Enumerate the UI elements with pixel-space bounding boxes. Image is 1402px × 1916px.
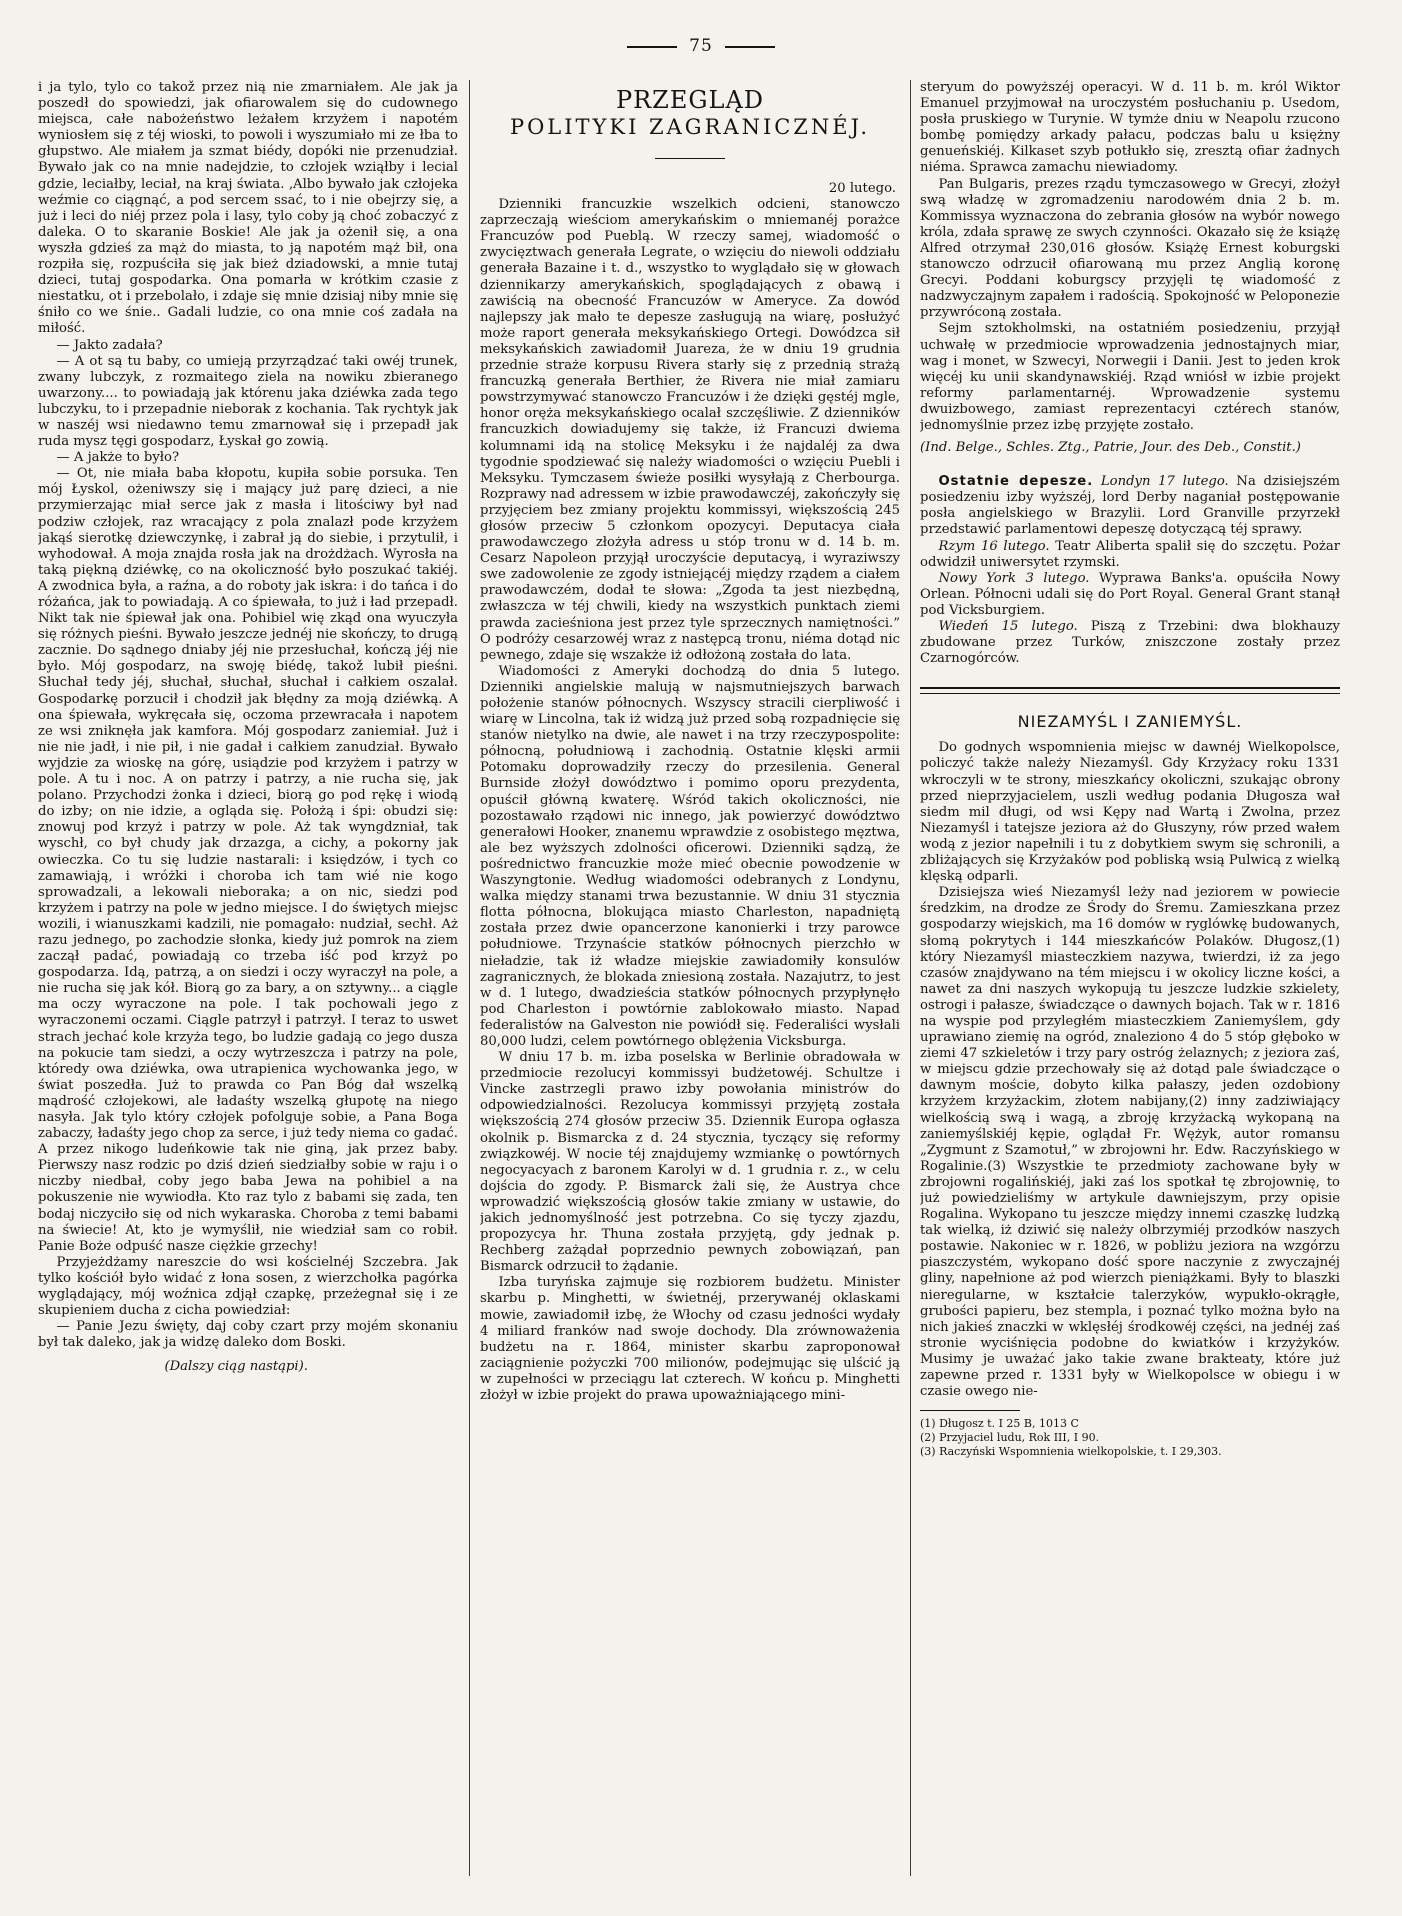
latest-dispatches [920,474,1340,538]
footnote: (2) Przyjaciel ludu, Rok III, I 90. [920,1431,1100,1445]
page-number-text: 75 [689,36,713,56]
paragraph: — A jakże to było? [56,450,180,466]
dispatches-heading: Ostatnie depesze. [938,474,1094,490]
column-divider [910,80,911,1876]
section-divider [920,693,1340,694]
paragraph: — A ot są tu baby, co umieją przyrządzać taki owéj trunek, zwany lubczyk, z rozmaitego ziela na nowiku zbieranego uwarzony.... to powiadają jak którenu jakа dziéwka zada tego lubczyku, to i przepadnie nieborak z kochania. Tak rychtyk jak w naszéj wsi niedawno temu zmarnował się i przepadł jak ruda mysz tęgi gospodarz, Łyskał go zowią. [38,353,458,450]
dispatch [920,539,1340,571]
paragraph: Pan Bulgaris, prezes rządu tymczasowego w Grecyi, złożył swą władzę w zgromadzeniu narodowém dnia 2 b. m. Kommissya wyznaczona do zebrania głosów na wybór nowego króla, zdała sprawę ze swych czynności. Okazało się że książę Alfred otrzymał 230,016 głosów. Książę Ernest koburgski stanowczo odrzucił ofiarowaną mu przez Anglią koronę Grecyi. Poddani koburgscy przyjęli tę wiadomość z nadzwyczajnym zapałem i radością. Spokojność w Peloponezie przywróconą została. [920,176,1340,321]
paragraph: Wiadomości z Ameryki dochodzą do dnia 5 lutego. Dzienniki angielskie malują w najsmutniejszych barwach położenie stanów północnych. Wszyscy stracili cierpliwość i wiarę w Lincolna, tak iż widzą już przed sobą rozpadnięcie się stanów nietylko na dwie, ale nawet i na trzy rzeczypospolite: północną, południową i zachodnią. Ostatnie klęski armii Potomaku doprowadziły rzeczy do przesilenia. General Burnside złożył dowództwo i pomimo oporu prezydenta, opuścił główną kwaterę. Wśród takich okoliczności, nie pozostawało rządowi nic innego, jak powierzyć dowództwo generałowi Hooker, znanemu wprawdzie z osobistego męztwa, ale bez wyższych zdolności oficerowi. Dzienniki sądzą, że pośrednictwo francuzkie może mieć obecnie powodzenie w Waszyngtonie. Według wiadomości odebranych z Londynu, walka między stanami trwa bezustannie. W dniu 31 stycznia flotta północna, blokująca miasto Charleston, napadniętą została przez dwie opancerzone kanonierki i trzy parowce południowe. Trzynaście statków północnych pierzchło w nieładzie, tak iż władze miejskie zawiadomiły konsulów zagranicznych, że blokada zniesioną została. Nazajutrz, to jest w d. 1 lutego, dwadzieścia statków północnych przypłynęło pod Charleston i powtórnie zablokowało miasto. Napad federalistów na Galveston nie powiódł się. Federaliści wysłali 80,000 ludzi, celem powtórnego oblężenia Vicksburga. [480,663,900,1049]
footnote: (1) Długosz t. I 25 B, 1013 C [920,1417,1079,1431]
dispatch [920,571,1340,619]
footnote-divider [920,1410,1020,1411]
dispatch-place: Wiedeń 15 lutego. [938,619,1078,634]
paragraph: — Jakto zadała? [56,337,163,353]
paragraph: Przyjeżdżamy nareszcie do wsi kościelnéj Szczebra. Jak tylko kościół było widać z łona sosen, z wierzchołka pagórka wyglądający, mój woźnica zdjął czapkę, przeżegnał się i ze skupieniem ducha z cicha powiedział: [38,1254,458,1319]
page-number [0,36,1402,56]
column-news-and-history [920,80,1340,1876]
paragraph: i ja tylo, tylo co takož przez nią nie zmarniałem. Ale jak ja poszedł do spowiedzi, jak ofiarowalem się do cudownego miejsca, całe nabożeństwo leżałem krzyżem i napotém wyniosłem się z téj wioski, to powoli i wyszumiało mi ze łba to głupstwo. Ale miałem ja szmat biédy, dopóki nie przenudział. Bywało jak co na mnie nadejdzie, to człojek wziąłby i lecial gdzie, leciałby, leciał, na kraj świata. ‚Albo bywało jak człojeka weźmie co ciągnąć, a pod sercem ssać, to i nie obejrzy się, a już i leci do niéj przez pola i lasy, tylo coby ją choć zobaczyć z daleka. O to skaranie Boskie! Ale jak ja ożenił się, a ona wyszła gdzieś za mąż do miasta, to ją napotém mąż bił, ona rozpiła się, rozpuściła się jak bież dziadowski, a mnie tutaj dzieci, tutaj gospodarka. Ona pomarła w krótkim czasie z niestatku, ot i przebolało, i zdaje się mnie dzisiaj niby mnie się śniło co we śnie.. Gadali ludzie, co ona mnie coś zadała na miłość. [38,80,458,337]
sources-line: (Ind. Belge., Schles. Ztg., Patrie, Jour. des Deb., Constit.) [920,440,1301,456]
dispatch-text: Na dzisiejszém posiedzeniu izby wyższéj, lord Derby naganiał postępowanie posła angielskiego w Brazylii. Lord Granville przyrzekł przedstawić parlamentowi depeszę dotyczącą téj sprawy. [920,474,1340,538]
dateline: 20 lutego. [828,181,896,196]
title-divider [655,158,725,159]
paragraph: Do godnych wspomnienia miejsc w dawnéj Wielkopolsce, policzyć także należy Niezamyśl. Gdy Krzyżacy roku 1331 wkroczyli w te strony, mieszkańcy okolicznі, szukając obrony przed nieprzyjacielem, uszli według podania Długosza wał siedm mil długi, od wsi Kępy nad Wartą i Zwolna, przez Niezamyśl i tatejsze jeziora aż do Głuszyny, rów przed wałem wodą z jezior napełnili i tu z dobytkiem swym się schronili, a zbliżających się Krzyżaków pod pobliską wsią Pulwicą z wielką klęską odparli. [920,740,1340,885]
section-subtitle: POLITYKI ZAGRANICZNÉJ. [509,115,871,139]
continuation-note: (Dalszy ciąg nastąpi). [164,1359,308,1375]
dispatch-text: Wyprawa Banks'a. opuściła Nowy Orlean. Północni udali się do Port Royal. General Grant stanął pod Vicksburgiem. [920,570,1340,618]
dispatch-place: Londyn 17 lutego. [1100,474,1229,490]
section-divider [920,687,1340,689]
dispatch-place: Rzym 16 lutego. [938,538,1050,554]
dispatch-place: Nowy York 3 lutego. [938,570,1090,586]
column-foreign-politics [480,80,900,1876]
paragraph: Dzienniki francuzkie wszelkich odcieni, stanowczo zaprzeczają wieściom amerykańskim o mniemanéj porażce Francuzów pod Pueblą. W rzeczy samej, wiadomość o zwycięztwach generała Legrate, o wzięciu do niewoli oddziału generała Bazaine i t. d., wszystko to wyglądało się w głowach dziennikarzy amerykańskich, spoglądających z obawą i zawiścią na obecność Francuzów w Ameryce. Za dowód najlepszy jak mało te depesze zasługują na wiarę, posłużyć może raport generała meksykańskiego Ortegi. Dowódzca sił meksykańskich zawiadomił Juareza, że w dniu 19 grudnia przednie straże korpusu Rivera starły się z przednią strażą francuzką generała Berthier, że Rivera nie miał zamiaru powstrzymywać stanowczo Francuzów i że dzięki gęstéj mgle, honor oręża meksykańskiego ocalał szczęśliwie. Z dzienników francuzkich dowiadujemy się także, iż Francuzi dwiema kolumnami idą na stolicę Meksyku i że najdaléj za dwa tygodnie spodziewać się należy wiadomości o wzięciu Puebli i Meksyku. Tymczasem świeże posiłki wysyłają z Cherbourga. Rozprawy nad adressem w izbie prawodawczéj, zakończyły się przyjęciem bez zmiany projektu kommissyi, większością 245 głosów przeciw 5 członkom opozycyi. Deputacya ciała prawodawczego złożyła adress u stóp tronu w d. 14 b. m. Cesarz Napoleon przyjął uroczyście deputacyą, i wyraziwszy swe zadowolenie ze zgody istniejącéj między rządem a ciałem prawodawczém, dodał te słowa: „Zgoda ta jest niezbędną, zwłaszcza w téj chwili, kiedy na wszystkich punktach ziemi prawda zacieśniona jest przez tyle sprzecznych namiętności.” O podróży cesarzowéj wraz z następcą tronu, niéma dotąd nic pewnego, zdaje się wszakże iż odłożoną została do lata. [480,197,900,663]
dispatch-text: Teatr Aliberta spalił się do szczętu. Pożar odwidził uniwersytet rzymski. [920,538,1340,570]
section-title: NIEZAMYŚL I ZANIEMYŚL. [1017,712,1243,732]
column-story-continuation [38,80,458,1876]
paragraph: Dzisiejsza wieś Niezamyśl leży nad jeziorem w powiecie średzkim, na drodze ze Środy do Śremu. Zamieszkana przez gospodarzy wiejskich, ma 16 domów w ryglówkę budowanych, słomą pokrytych i 144 mieszkańców Polaków. Długosz,(1) który Niezamyśl miasteczkiem nazywa, twierdzi, iż za jego czasów znajdywano na tém miejscu i w okolicy liczne kości, a nawet za dni naszych wykopują tu jeszcze ludzkie szkielety, ostrogi i pałasze, świadczące o dawnych bojach. Tak w r. 1816 na wyspie pod przyległém miasteczkiem Zaniemyślem, gdy uprawiano ziemię na ogród, znaleziono 4 do 5 stóp głęboko w ziemi 47 szkieletów i trzy pary ostróg żelaznych; z jeziora zaś, w miejscu gdzie przechowały się aż dotąd pale świadczące o dawnym moście, dobyto kilka pałaszy, jeden ozdobiony krzyżem krzyżackim, złotem nabijany,(2) inny zadziwiający wielkością swą i wagą, a zbroję krzyżacką wykopaną na zaniemyślskiéj kępie, oglądał Fr. Wężyk, autor romansu „Zygmunt z Szamotuł,” w zbrojowni hr. Edw. Raczyńskiego w Rogalinie.(3) Wszystkie te przedmioty zachowane były w zbrojowni rogalińskiéj, jaki zaś los spotkał tę zbrojownię, to już powiedzieliśmy w artykule dawniejszym, przy opisie Rogalina. Wykopano tu jeszcze między innemi czaszkę ludzką tak wielką, iż dziwić się należy olbrzymiéj przodków naszych postawie. Nakoniec w r. 1826, w pobliżu jeziora na wzgórzu piaszczystém, wykopano dość spore naczynie z zwyczajnéj gliny, napełnione aż pod wierzch pieniążkami. Były to blaszki nieregularne, w kształcie talerzyków, wypukło-okrągłe, grubości papieru, bez stempla, i poznać tylko można było na nich jakieś znaczki w wklęsłéj środkowéj części, na jednéj zaś stronie wyciśnięcia podobne do kwiatków i krzyżyków. Musimy je uważać jako takie zwane brakteaty, które już zapewne przed r. 1331 były w Wielkopolsce w obiegu i w czasie owego nie- [920,885,1340,1400]
paragraph: W dniu 17 b. m. izba poselska w Berlinie obradowała w przedmiocie rezolucyi kommissyi budżetowéj. Schultze i Vincke zastrzegli prawo izby powołania ministrów do odpowiedzialności. Rezolucya kommissyi przyjętą została większością 274 głosów przeciw 35. Dziennik Europa ogłasza okolnik p. Bismarcka z d. 24 stycznia, tyczący się reformy związkowéj. W nocie téj znajdujemy wzmiankę o powtórnych negocyacyach z baronem Karolyi w d. 1 grudnia r. z., w celu dojścia do zgody. P. Bismarck żali się, że Austrya chce wprowadzić większością głosów takie zmiany w ustawie, do jakich jednomyślność jest potrzebna. Co się tyczy zjazdu, propozycya hr. Thuna została przyjętą, gdy jednak p. Rechberg zażądał poprzednio pewnych zobowiązań, pan Bismarck odrzucił to żądanie. [480,1050,900,1275]
column-divider [469,80,470,1876]
paragraph: steryum do powyższéj operacyi. W d. 11 b. m. król Wiktor Emanuel przyjmował na uroczystém posłuchaniu p. Usedom, posła pruskiego w Turynie. W tymże dniu w Neapolu rzucono bombę pomiędzy arkady pałacu, podczas balu u księżny genueńskiéj. Kilkaset szyb potłukło się, zresztą ofiar żadnych niéma. Sprawca zamachu niewiadomy. [920,80,1340,176]
paragraph: Izba turyńska zajmuje się rozbiorem budżetu. Minister skarbu p. Minghetti, w świetnéj, przerywanéj oklaskami mowie, zawiadomił izbę, że Włochy od czasu jedności wydały 4 miliard franków nad swoje dochody. Dla zrównoważenia budżetu na r. 1864, minister skarbu zaproponował zaciągnienie pożyczki 700 milionów, podejmując się ulścić ją w zupełności w przeciągu lat czterech. W końcu p. Minghetti złożył w izbie projekt do prawa upoważniającego mini- [480,1275,900,1404]
paragraph: Sejm sztokholmski, na ostatniém posiedzeniu, przyjął uchwałę w przedmiocie wprowadzenia jednostajnych miar, wag i monet, w Szwecyi, Norwegii i Danii. Jest to jeden krok więcéj ku unii skandynawskiéj. Rząd wniósł w izbie projekt reformy parlamentarnéj. Wprowadzenie systemu dwuizbowego, zamiast reprezentacyi cztérech stanów, jednomyślnie przez izbę przyjęte zostało. [920,321,1340,433]
footnote: (3) Raczyński Wspomnienia wielkopolskie, t. I 29,303. [920,1445,1222,1459]
paragraph: — Panie Jezu święty, daj coby czart przy mojém skonaniu był tak daleko, jak ja widzę daleko dom Boski. [38,1319,458,1351]
section-title: PRZEGLĄD [615,86,765,114]
paragraph: — Ot, nie miała baba kłopotu, kupiła sobie porsuka. Ten mój Łyskol, ożeniwszy się i mający już parę dzieci, a nie przymierzając miał serce jak z masła i litościwy był nad podziw człojek, raz wracający z pola znalazł pode krzyżem jakąś sierotkę dziewczynkę, i zabrał ją do siebie, i przytulił, i wyhodował. A moja znajda rosła jak na drożdżach. Wyrosła na taką piękną dziéwkę, co na okoliczność było poszukać takiéj. A zwodnica była, a raźna, a do roboty jak iskra: i do tańca i do różańca, jak to powiadają. A co śpiewała, to już i ład przepadł. Nikt tak nie śpiewał jak ona. Pohibiel wię zkąd ona wyuczyła się różnych pieśni. Bywało jeszcze jednéj nie skończy, to drugą zacznie. Do sądnego dniaby jéj nie przesłuchał, kończą jéj nie było. Mój gospodarz, na swoję biédę, takož lubił pieśni. Słuchał tedy jéj, słuchał, słuchał, słuchał i całkiem oszalał. Gospodarkę porzucił i chodził jak błędny za moją dziéwką. A ona śpiewała, wykręcała się, oczoma przewracała i napotem ze wsi zniknęła jak kamfora. Mój gospodarz zaniemiał. Już i nie nie jadł, i nie pił, i nie gadał i całkiem zanudział. Bywało wyjdzie za wioskę na górę, usiądzie pod krzyżem i patrzy w pole. A tu i noc. A on patrzy i patrzy, a nie rucha się, jak polano. Przychodzi żonka i dzieci, biorą go pod rękę i wiodą do izby; on nie idzie, a ogląda się. Położą i śpi: obudzi się: znowuj pod krzyż i patrzy w pole. Aż tak wyngdzniał, tak wyschł, co był chudy jak drzazga, a cichy, a pokorny jak owieczka. Co tu się ludzie nastarali: i księdzów, i tych co zamawiają, i wróżki i choroba ich tam wié nie kogo sprowadzali, a lekowali nieboraka; a on nic, siedzi pod krzyżem i patrzy na pole w jedno miejsce. I do świętych miejsc wozili, i wianuszkami kadzili, nie pomagało: nudział, sechł. Aż razu jednego, po zachodzie słonka, kiedy już pomrok na ziem zaczął padać, powiadają co trzeba iść pod krzyż po gospodarza. Idą, patrzą, a on siedzi i oczy wyraczył na pole, a nie rucha się jak kół. Biorą go za bary, a on sztywny... a ciągle ma oczy wyraczone na pole. I tak pochowali jego z wyraczonemi oczami. Ciągle patrzył i patrzył. I teraz to uswet strach jechać kole krzyża tego, bo ludzie gadają co jego dusza na pokucie tam siedzi, a oczy wytrzeszcza i patrzy na pole, któredy owa dziéwka, owa utrapienica wychowanka jego, w świat poszedła. Już to prawda co Pan Bóg dał wszelką mądrość człojekowi, ale ładaśty wszelką głupotę na niego nasyłа. Jak tylo który człojek pofolguje sobie, a Pana Boga zabaczy, ładaśty jego chop za serce, i już tedy niema co gadać. A przez nikogo ludeńkowie tak nie giną, jak przez baby. Pierwszy nasz rodzic po dziś dzień siedziałby sobie w raju i o niczby niedbał, coby jego baba Jewa na pohibiel a na pokuszenie nie wywiodła. Kto raz tylo z babami się zada, ten bodaj niczyciło się od nich wykaraska. Choroba z temi babami na świecie! At, kto je wymyślił, nie wiedział sam co robił. Panie Boże odpuść nasze ciężkie grzechy! [38,466,458,1254]
dispatch-text: Piszą z Trzebini: dwa blokhauzy zbudowane przez Turków, zniszczone zostały przez Czarnogórców. [920,619,1340,667]
dispatch [920,619,1340,667]
